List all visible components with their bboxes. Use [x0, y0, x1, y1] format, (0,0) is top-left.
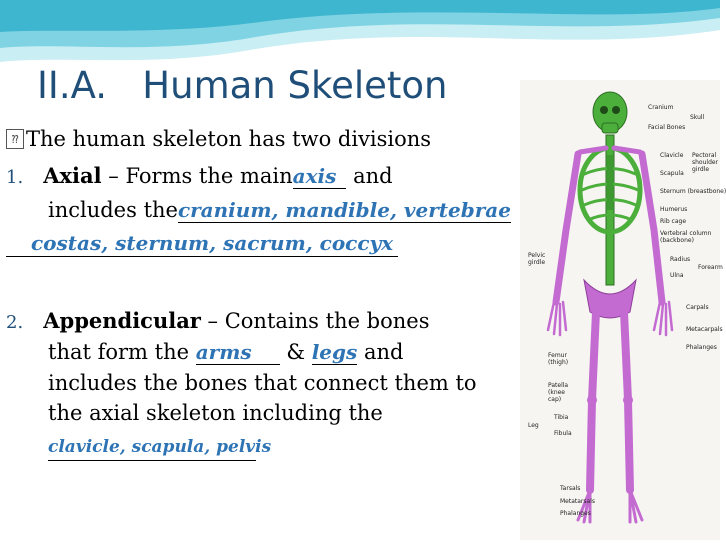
item2-line3: includes the bones that connect them to — [48, 371, 477, 395]
item2-text-c: & — [279, 340, 312, 364]
item1-line1 — [6, 163, 393, 191]
label-pelvic-girdle: Pelvic girdle — [528, 252, 546, 266]
label-sternum: Sternum (breastbone) — [660, 188, 726, 195]
item1-text-b: and — [346, 164, 393, 188]
item1-text-a: – Forms the main — [101, 164, 293, 188]
item1-text-c: includes the — [48, 198, 178, 222]
skeleton-figure — [520, 80, 726, 540]
item1-line2 — [48, 197, 511, 223]
label-clavicle: Clavicle — [660, 152, 684, 159]
item2-text-d: and — [357, 340, 404, 364]
item2-answer-arms: arms — [196, 340, 280, 365]
label-hand-phalanges: Phalanges — [686, 344, 717, 351]
label-tarsals: Tarsals — [560, 485, 581, 492]
label-scapula: Scapula — [660, 170, 684, 177]
item1-answer-more-bones: costas, sternum, sacrum, coccyx — [31, 231, 394, 255]
label-vertebral-column: Vertebral column (backbone) — [660, 230, 712, 244]
item1-answer-axis: axis — [293, 164, 347, 189]
label-fibula: Fibula — [554, 430, 572, 437]
label-pectoral-girdle: Pectoral shoulder girdle — [692, 152, 719, 173]
label-radius: Radius — [670, 256, 691, 263]
item2-line1 — [6, 308, 430, 336]
intro-text: The human skeleton has two divisions — [26, 127, 432, 151]
item1-line3 — [6, 230, 398, 257]
missing-glyph-bullet-icon: ⁇ — [6, 129, 24, 149]
item2-text-b: that form the — [48, 340, 196, 364]
item2-line2 — [48, 339, 403, 365]
label-rib-cage: Rib cage — [660, 218, 687, 225]
label-tibia: Tibia — [554, 414, 569, 421]
item1-number: 1. — [6, 167, 24, 188]
item2-line5 — [48, 432, 272, 461]
item1-answer-bones: cranium, mandible, vertebrae — [177, 198, 511, 222]
item2-text-a: – Contains the bones — [200, 309, 430, 333]
label-skull: Skull — [690, 114, 705, 121]
label-facial-bones: Facial Bones — [648, 124, 686, 131]
item2-number: 2. — [6, 312, 24, 333]
item1-term: Axial — [43, 163, 102, 188]
item2-line4: the axial skeleton including the — [48, 401, 383, 425]
label-leg: Leg — [528, 422, 539, 429]
slide-title: II.A. Human Skeleton — [37, 64, 448, 107]
label-ulna: Ulna — [670, 272, 684, 279]
label-metatarsals: Metatarsals — [560, 498, 595, 505]
label-foot-phalanges: Phalanges — [560, 510, 591, 517]
label-femur: Femur (thigh) — [548, 352, 569, 366]
label-cranium: Cranium — [648, 104, 674, 111]
label-patella: Patella (knee cap) — [548, 382, 569, 403]
label-humerus: Humerus — [660, 206, 688, 213]
label-metacarpals: Metacarpals — [686, 326, 723, 333]
item2-answer-girdle-bones: clavicle, scapula, pelvis — [48, 437, 272, 457]
label-carpals: Carpals — [686, 304, 709, 311]
item2-answer-legs: legs — [311, 340, 358, 364]
label-forearm: Forearm — [698, 264, 723, 271]
item2-term: Appendicular — [43, 308, 201, 333]
